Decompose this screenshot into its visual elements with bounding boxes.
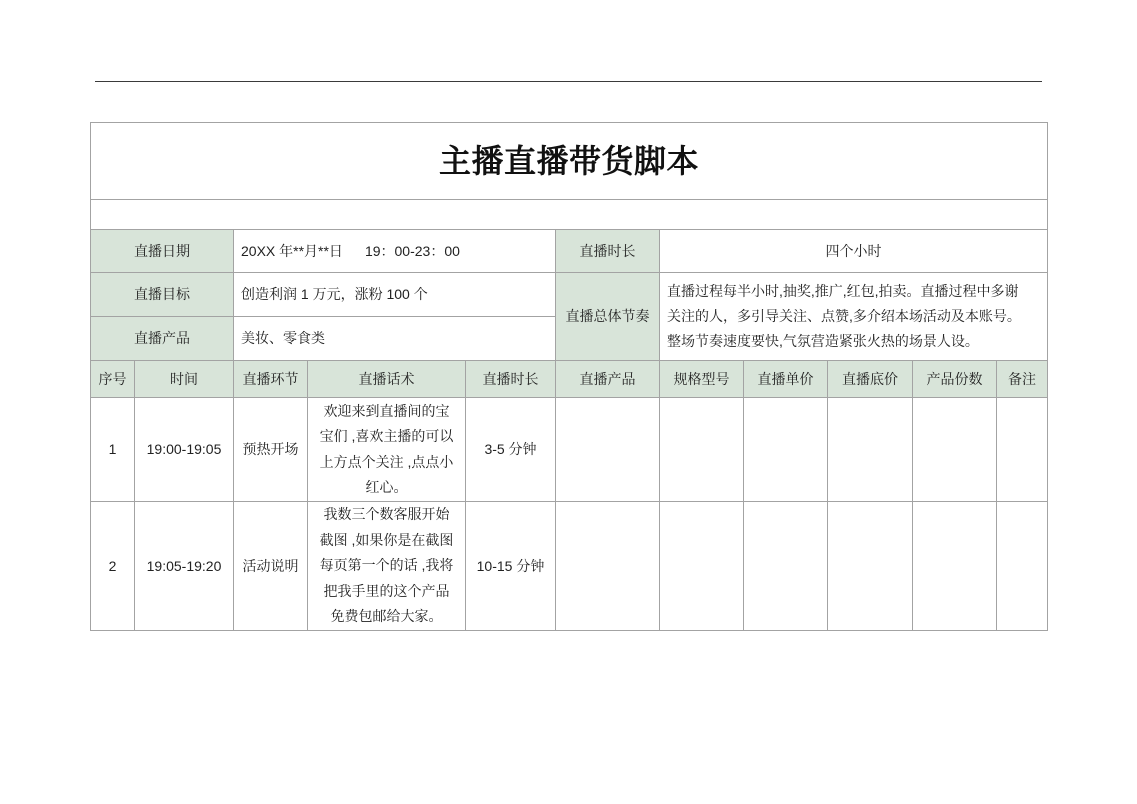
cell-spec [660,502,744,631]
rhythm-value: 直播过程每半小时,抽奖,推广,红包,拍卖。直播过程中多谢 关注的人，多引导关注、点赞,多介绍本场活动及本账号。 整场节奏速度要快,气氛营造紧张火热的场景人设。 [660,273,1048,361]
cell-duration: 10-15 分钟 [466,502,556,631]
cell-unit-price [744,398,828,502]
product-category-value: 美妆、零食类 [234,317,556,361]
blank-cell [91,200,1048,230]
table-row [91,502,1048,631]
duration-value: 四个小时 [660,230,1048,273]
product-category-label: 直播产品 [91,317,234,361]
cell-quantity [913,502,997,631]
blank-row [91,200,1048,230]
goal-label: 直播目标 [91,273,234,317]
cell-product [556,502,660,631]
cell-floor-price [828,502,913,631]
column-header-floor-price: 直播底价 [828,361,913,398]
column-header-product: 直播产品 [556,361,660,398]
cell-unit-price [744,502,828,631]
cell-script: 欢迎来到直播间的宝 宝们 ,喜欢主播的可以 上方点个关注 ,点点小 红心。 [308,398,466,502]
column-header-unit-price: 直播单价 [744,361,828,398]
cell-remark [997,502,1048,631]
title-row [91,123,1048,200]
document-title: 主播直播带货脚本 [91,123,1048,200]
goal-value: 创造利润 1 万元，涨粉 100 个 [234,273,556,317]
cell-spec [660,398,744,502]
cell-remark [997,398,1048,502]
column-header-quantity: 产品份数 [913,361,997,398]
cell-quantity [913,398,997,502]
cell-no: 2 [91,502,135,631]
cell-duration: 3-5 分钟 [466,398,556,502]
table-row [91,398,1048,502]
date-time-cell [234,230,556,273]
cell-floor-price [828,398,913,502]
page-header-rule [95,81,1042,82]
column-header-time: 时间 [135,361,234,398]
cell-time: 19:00-19:05 [135,398,234,502]
cell-no: 1 [91,398,135,502]
duration-label: 直播时长 [556,230,660,273]
column-header-segment: 直播环节 [234,361,308,398]
cell-time: 19:05-19:20 [135,502,234,631]
cell-script: 我数三个数客服开始 截图 ,如果你是在截图 每页第一个的话 ,我将 把我手里的这个产品 免费包邮给大家。 [308,502,466,631]
rhythm-label: 直播总体节奏 [556,273,660,361]
cell-segment: 活动说明 [234,502,308,631]
cell-segment: 预热开场 [234,398,308,502]
time-value: 19：00-23：00 [364,242,460,259]
column-header-duration: 直播时长 [466,361,556,398]
column-header-remark: 备注 [997,361,1048,398]
column-header-no: 序号 [91,361,135,398]
cell-product [556,398,660,502]
info-row-date [91,230,1048,273]
column-header-spec: 规格型号 [660,361,744,398]
live-script-table [90,122,1048,631]
column-header-row [91,361,1048,398]
column-header-script: 直播话术 [308,361,466,398]
date-label: 直播日期 [91,230,234,273]
date-value: 20XX 年**月**日 [241,242,343,259]
info-row-goal [91,273,1048,317]
